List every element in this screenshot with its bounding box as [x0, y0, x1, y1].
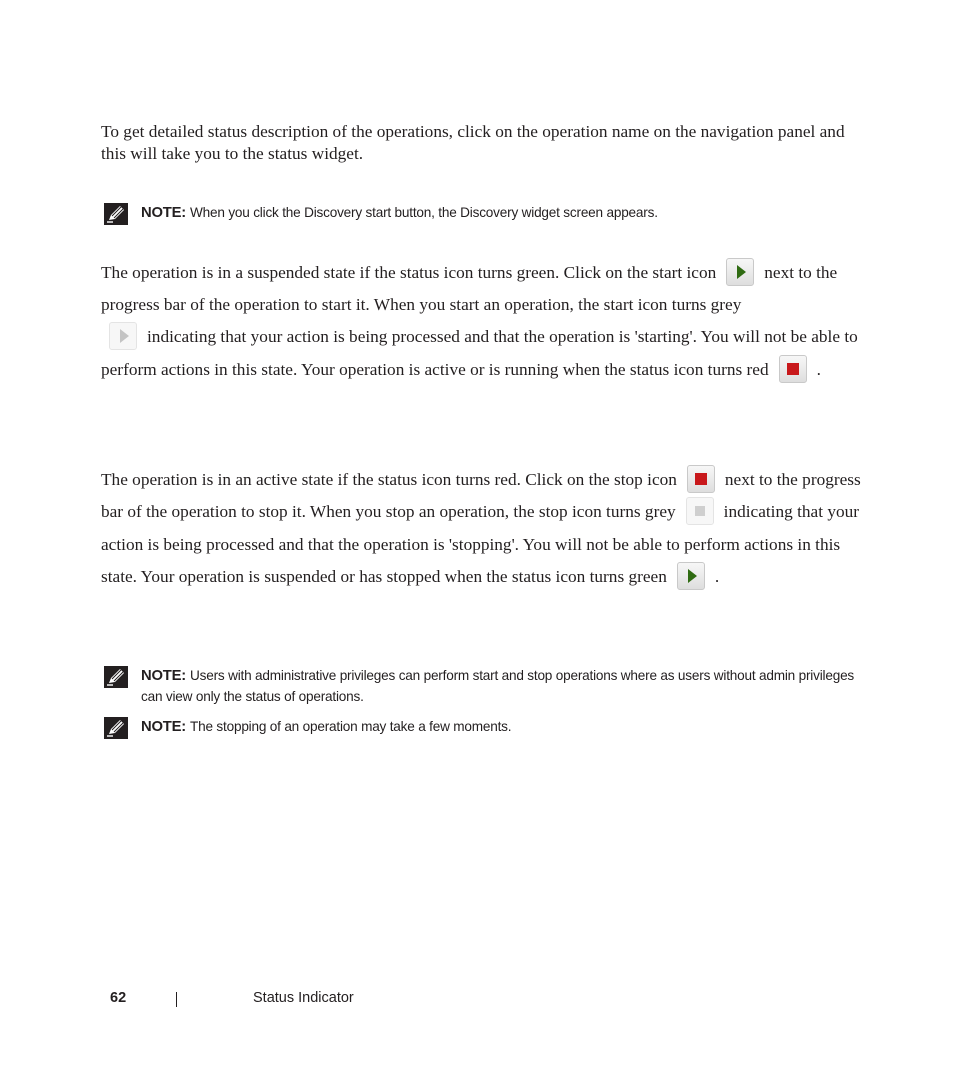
stop-icon-grey: [686, 497, 714, 525]
start-icon: [726, 258, 754, 286]
start-text-3: indicating that your action is being processed and that the operation is 'starting'. You will not be able to perform actions in this state. Your operation is active or is running when the status icon turns red: [101, 327, 858, 379]
note-text: When you click the Discovery start button, the Discovery widget screen appears.: [190, 205, 658, 220]
stop-icon: [687, 465, 715, 493]
note-pencil-icon: [104, 717, 128, 739]
intro-paragraph: To get detailed status description of the operations, click on the operation name on the navigation panel and this will take you to the status widget.: [101, 122, 845, 163]
note-privileges: [104, 666, 864, 707]
page-number: 62: [110, 990, 127, 1006]
note-text: Users with administrative privileges can perform start and stop operations where as users without admin privileges can view only the status of operations.: [141, 668, 855, 704]
note-label: NOTE:: [141, 668, 187, 684]
start-text-4: .: [816, 359, 821, 379]
start-text-2: next to the progress bar of the operation to start it. When you start an operation, the start icon turns grey: [101, 263, 838, 315]
stop-text-1: The operation is in an active state if the status icon turns red. Click on the stop icon: [101, 470, 677, 489]
stop-icon: [779, 355, 807, 383]
stop-text-3: indicating that your action is being processed and that the operation is 'stopping'. You will not be able to perform actions in this state. Your operation is suspended or has stopped when the status icon turns green: [101, 502, 859, 587]
footer-divider: [176, 992, 177, 1007]
note-text: The stopping of an operation may take a few moments.: [190, 719, 512, 734]
note-pencil-icon: [104, 203, 128, 225]
note-label: NOTE:: [141, 205, 187, 221]
start-icon: [677, 562, 705, 590]
note-pencil-icon: [104, 666, 128, 688]
section-title: Status Indicator: [253, 990, 354, 1006]
stop-text-2: next to the progress bar of the operation to stop it. When you stop an operation, the stop icon turns grey: [101, 470, 861, 522]
page-footer: [0, 990, 954, 1010]
note-discovery: [104, 203, 864, 224]
start-icon-grey: [109, 322, 137, 350]
note-stopping: [104, 717, 864, 738]
start-paragraph: [101, 257, 861, 386]
stop-text-4: .: [714, 567, 720, 587]
note-label: NOTE:: [141, 719, 187, 735]
start-text-1: The operation is in a suspended state if the status icon turns green. Click on the start icon: [101, 263, 717, 282]
stop-paragraph: [101, 464, 861, 594]
